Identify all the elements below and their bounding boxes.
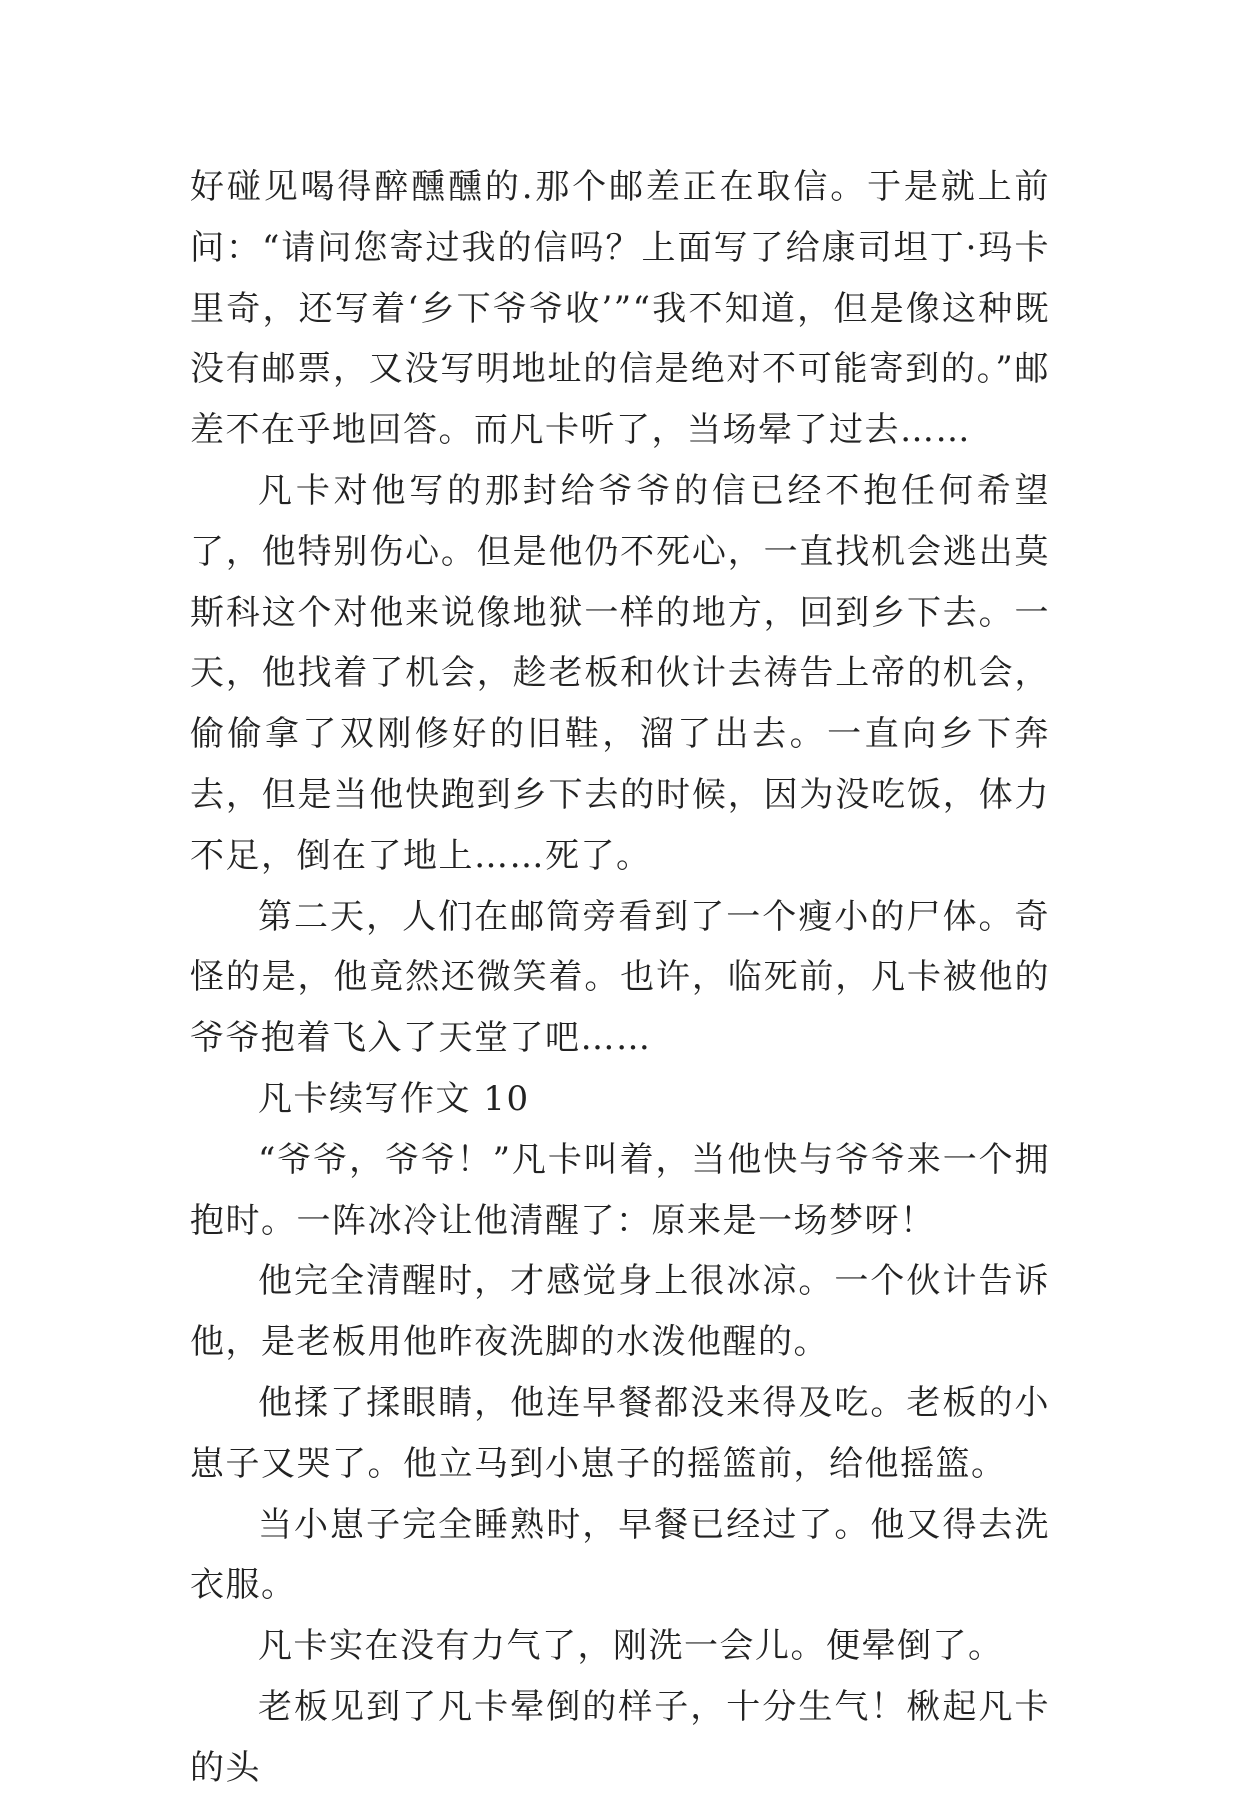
paragraph-7: 当小崽子完全睡熟时，早餐已经过了。他又得去洗衣服。 — [190, 1504, 1050, 1606]
paragraph-5: 他完全清醒时，才感觉身上很冰凉。一个伙计告诉他，是老板用他昨夜洗脚的水泼他醒的。 — [190, 1261, 1050, 1363]
paragraph-3: 第二天，人们在邮筒旁看到了一个瘦小的尸体。奇怪的是，他竟然还微笑着。也许，临死前，凡卡被他的爷爷抱着飞入了天堂了吧…… — [190, 896, 1050, 1059]
document-body — [190, 157, 1050, 1799]
paragraph-6: 他揉了揉眼睛，他连早餐都没来得及吃。老板的小崽子又哭了。他立马到小崽子的摇篮前，给他摇篮。 — [190, 1382, 1050, 1484]
paragraph-2: 凡卡对他写的那封给爷爷的信已经不抱任何希望了，他特别伤心。但是他仍不死心，一直找机会逃出莫斯科这个对他来说像地狱一样的地方，回到乡下去。一天，他找着了机会，趁老板和伙计去祷告上帝的机会，偷偷拿了双刚修好的旧鞋，溜了出去。一直向乡下奔去，但是当他快跑到乡下去的时候，因为没吃饭，体力不足，倒在了地上……死了。 — [190, 470, 1050, 876]
section-heading: 凡卡续写作文 10 — [258, 1078, 530, 1119]
paragraph-8: 凡卡实在没有力气了，刚洗一会儿。便晕倒了。 — [258, 1626, 1004, 1667]
paragraph-1: 好碰见喝得醉醺醺的.那个邮差正在取信。于是就上前问：“请问您寄过我的信吗？上面写了给康司坦丁·玛卡里奇，还写着‘乡下爷爷收’”“我不知道，但是像这种既没有邮票，又没写明地址的信是绝对不可能寄到的。”邮差不在乎地回答。而凡卡听了，当场晕了过去…… — [190, 167, 1050, 451]
paragraph-4: “爷爷，爷爷！”凡卡叫着，当他快与爷爷来一个拥抱时。一阵冰冷让他清醒了：原来是一场梦呀！ — [190, 1139, 1050, 1241]
paragraph-9: 老板见到了凡卡晕倒的样子，十分生气！楸起凡卡的头 — [190, 1686, 1050, 1788]
